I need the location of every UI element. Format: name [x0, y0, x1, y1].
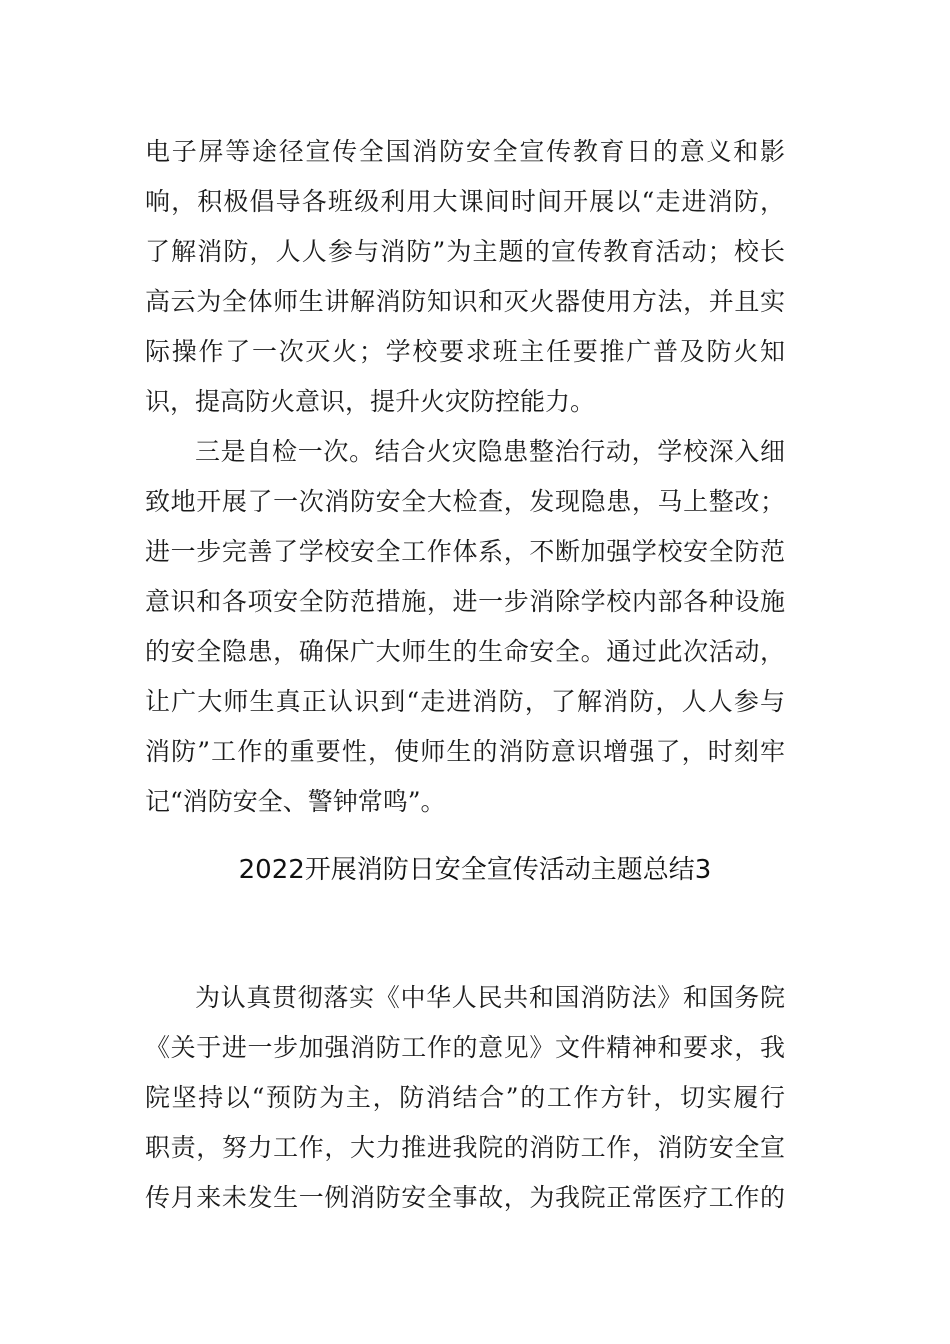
text-line: 为认真贯彻落实《中华人民共和国消防法》和国务院 — [195, 983, 785, 1012]
text-line: 响，积极倡导各班级利用大课间时间开展以“走进消防， — [145, 187, 785, 216]
text-line: 让广大师生真正认识到“走进消防，了解消防，人人参与 — [145, 687, 785, 716]
text-line: 高云为全体师生讲解消防知识和灭火器使用方法，并且实 — [145, 287, 785, 316]
text-line: 识，提高防火意识，提升火灾防控能力。 — [145, 387, 596, 416]
text-line: 消防”工作的重要性，使师生的消防意识增强了，时刻牢 — [145, 737, 785, 766]
text-line: 传月来未发生一例消防安全事故，为我院正常医疗工作的 — [145, 1183, 785, 1212]
text-line: 意识和各项安全防范措施，进一步消除学校内部各种设施 — [145, 587, 785, 616]
text-line: 际操作了一次灭火；学校要求班主任要推广普及防火知 — [145, 337, 785, 366]
text-line: 的安全隐患，确保广大师生的生命安全。通过此次活动， — [145, 637, 785, 666]
text-line: 进一步完善了学校安全工作体系，不断加强学校安全防范 — [145, 537, 785, 566]
text-line: 职责，努力工作，大力推进我院的消防工作，消防安全宣 — [145, 1133, 785, 1162]
text-line: 三是自检一次。结合火灾隐患整治行动，学校深入细 — [195, 437, 785, 466]
section-heading: 2022开展消防日安全宣传活动主题总结3 — [238, 855, 712, 885]
text-line: 了解消防，人人参与消防”为主题的宣传教育活动；校长 — [145, 237, 785, 266]
text-line: 院坚持以“预防为主，防消结合”的工作方针，切实履行 — [145, 1083, 785, 1112]
text-line: 电子屏等途径宣传全国消防安全宣传教育日的意义和影 — [145, 137, 785, 166]
text-line: 致地开展了一次消防安全大检查，发现隐患，马上整改； — [145, 487, 785, 516]
text-line: 记“消防安全、警钟常鸣”。 — [145, 787, 446, 816]
text-line: 《关于进一步加强消防工作的意见》文件精神和要求，我 — [145, 1033, 785, 1062]
